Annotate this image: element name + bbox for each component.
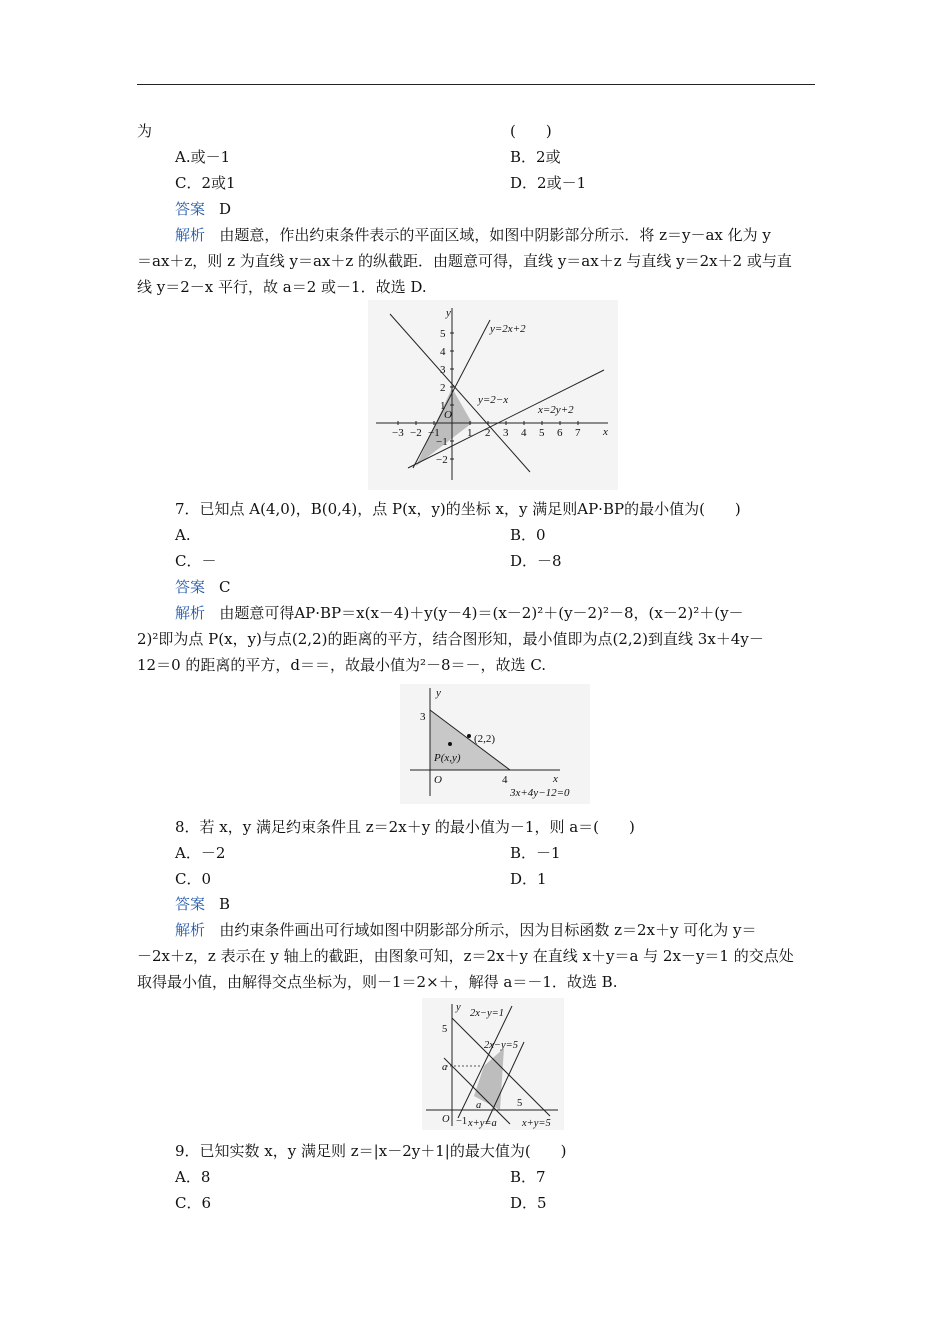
x-tick-minus1: −1 (456, 1116, 468, 1127)
x-tick: −3 (392, 427, 404, 439)
q7-analysis-line-2: 2)²即为点 P(x，y)与点(2,2)的距离的平方，结合图形知，最小值即为点(2,2)到直线 3x＋4y－ (137, 630, 764, 648)
q7-option-b: B．0 (510, 526, 546, 544)
q6-option-d: D．2或－1 (510, 174, 587, 192)
q6-figure (368, 300, 618, 490)
y-axis-label: y (446, 307, 451, 319)
label-x-y-5: x+y=5 (522, 1118, 551, 1129)
q6-option-b: B．2或 (510, 148, 561, 166)
x-tick: 4 (521, 427, 527, 439)
q6-answer (175, 198, 231, 220)
q8-analysis-line-3: 取得最小值，由解得交点坐标为，则－1＝2×＋，解得 a＝－1．故选 B. (137, 973, 618, 991)
q7-figure (400, 684, 590, 804)
q9-stem: 9．已知实数 x，y 满足则 z＝|x－2y＋1|的最大值为( ) (175, 1142, 567, 1160)
q8-analysis-line-2: －2x＋z，z 表示在 y 轴上的截距，由图象可知，z＝2x＋y 在直线 x＋y＝a 与 2x－y＝1 的交点处 (137, 947, 794, 965)
header-rule (137, 84, 815, 85)
origin-label: O (442, 1114, 450, 1125)
y-tick: 1 (440, 400, 446, 412)
q8-option-b: B．－1 (510, 844, 561, 862)
q8-answer (175, 893, 230, 915)
x-tick: 1 (467, 427, 473, 439)
analysis-text: 由题意可得AP·BP＝x(x－4)＋y(y－4)＝(x－2)²＋(y－2)²－8，(x－2)²＋(y－ (219, 604, 744, 622)
q8-option-c: C．0 (175, 870, 212, 888)
y-tick: 4 (440, 346, 446, 358)
x-axis-label: x (553, 773, 558, 785)
y-tick-a: a (442, 1062, 448, 1073)
q6-tail: 为 (137, 122, 153, 140)
y-axis-label: y (456, 1002, 461, 1013)
q7-option-c: C．－ (175, 552, 217, 570)
label-y-2x-plus-2: y=2x+2 (490, 323, 526, 335)
y-axis-label: y (436, 687, 441, 699)
q9-option-b: B．7 (510, 1168, 546, 1186)
answer-label: 答案 (175, 895, 206, 913)
q7-stem: 7．已知点 A(4,0)，B(0,4)，点 P(x，y)的坐标 x，y 满足则AP·BP的最小值为( ) (175, 500, 741, 518)
label-x-2y-plus-2: x=2y+2 (538, 404, 574, 416)
label-y-2-minus-x: y=2−x (478, 394, 509, 406)
analysis-text: 由约束条件画出可行域如图中阴影部分所示，因为目标函数 z＝2x＋y 可化为 y＝ (219, 921, 757, 939)
q6-paren: ( ) (510, 122, 552, 140)
label-2x-y-1: 2x−y=1 (470, 1008, 504, 1019)
label-x-y-a: x+y=a (468, 1118, 497, 1129)
y-tick: 3 (440, 364, 446, 376)
q8-option-d: D．1 (510, 870, 547, 888)
x-tick: 3 (503, 427, 509, 439)
y-tick-5: 5 (442, 1024, 448, 1035)
point-2-2-label: (2,2) (474, 733, 496, 745)
answer-label: 答案 (175, 578, 206, 596)
x-tick-5: 5 (517, 1098, 523, 1109)
y-intercept-label: 3 (420, 711, 426, 723)
origin-label: O (434, 774, 442, 786)
q7-analysis-line-3: 12＝0 的距离的平方，d＝＝，故最小值为²－8＝－，故选 C. (137, 656, 547, 674)
x-axis-label: x (603, 426, 608, 438)
q6-analysis-line-2: ＝ax＋z，则 z 为直线 y＝ax＋z 的纵截距．由题意可得，直线 y＝ax＋z 与直线 y＝2x＋2 或与直 (137, 252, 792, 270)
analysis-label: 解析 (175, 604, 206, 622)
answer-value: D (219, 200, 232, 218)
q8-stem: 8．若 x，y 满足约束条件且 z＝2x＋y 的最小值为－1，则 a＝( ) (175, 818, 635, 836)
label-2x-y-5: 2x−y=5 (484, 1040, 518, 1051)
y-tick: −1 (436, 436, 448, 448)
q6-analysis-line-1 (175, 224, 771, 246)
answer-label: 答案 (175, 200, 206, 218)
origin-label: O (444, 409, 452, 421)
analysis-label: 解析 (175, 226, 206, 244)
q7-option-d: D．－8 (510, 552, 562, 570)
point-p-label: P(x,y) (434, 752, 461, 764)
x-tick: 5 (539, 427, 545, 439)
analysis-text: 由题意，作出约束条件表示的平面区域，如图中阴影部分所示．将 z＝y－ax 化为 y (219, 226, 771, 244)
analysis-label: 解析 (175, 921, 206, 939)
q9-option-a: A．8 (175, 1168, 211, 1186)
y-tick: −2 (436, 454, 448, 466)
line-label: 3x+4y−12=0 (510, 787, 570, 799)
point-2-2 (467, 734, 471, 738)
q7-answer (175, 576, 231, 598)
q7-option-a: A. (175, 526, 191, 544)
x-tick: 2 (485, 427, 491, 439)
q6-option-c: C．2或1 (175, 174, 236, 192)
y-tick: 5 (440, 328, 446, 340)
q9-option-c: C．6 (175, 1194, 212, 1212)
x-tick: 6 (557, 427, 563, 439)
q7-analysis-line-1 (175, 602, 744, 624)
x-tick: 7 (575, 427, 581, 439)
x-intercept-label: 4 (502, 774, 508, 786)
q9-option-d: D．5 (510, 1194, 547, 1212)
q8-option-a: A．－2 (175, 844, 226, 862)
x-tick: −1 (428, 427, 440, 439)
point-p (448, 742, 452, 746)
y-tick: 2 (440, 382, 446, 394)
x-tick-a: a (476, 1100, 482, 1111)
q8-figure (422, 998, 564, 1130)
q8-analysis-line-1 (175, 919, 757, 941)
answer-value: C (219, 578, 231, 596)
q6-analysis-line-3: 线 y＝2－x 平行，故 a＝2 或－1．故选 D. (137, 278, 427, 296)
answer-value: B (219, 895, 231, 913)
q6-option-a: A.或－1 (175, 148, 231, 166)
x-tick: −2 (410, 427, 422, 439)
